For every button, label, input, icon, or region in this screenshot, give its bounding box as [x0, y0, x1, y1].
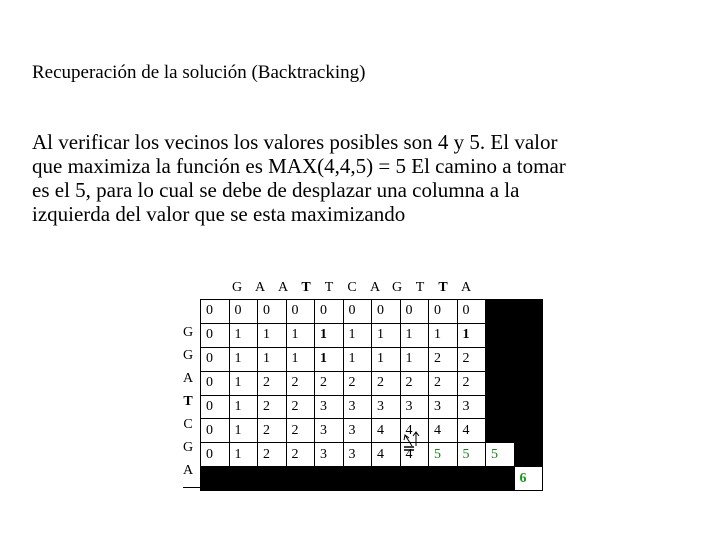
matrix-cell: 0 [286, 300, 315, 324]
matrix-cell: 0 [201, 371, 230, 395]
row-label: T [183, 394, 193, 409]
column-header: T [324, 280, 334, 295]
filled-cell [486, 419, 515, 443]
filled-cell [486, 347, 515, 371]
matrix-cell: 2 [315, 371, 344, 395]
matrix-cell: 2 [372, 371, 401, 395]
matrix-cell: 0 [229, 300, 258, 324]
column-header: T [301, 280, 311, 295]
matrix-cell: 1 [229, 371, 258, 395]
matrix-cell: 1 [229, 419, 258, 443]
matrix-cell: 4 [429, 419, 458, 443]
column-header: A [254, 280, 266, 295]
matrix-cell: 2 [258, 395, 287, 419]
matrix-cell: 0 [201, 395, 230, 419]
path-cell: 5 [429, 443, 458, 467]
column-header: A [460, 280, 472, 295]
matrix-cell: 0 [201, 443, 230, 467]
explanation-paragraph [32, 130, 682, 226]
matrix-cell: 3 [343, 443, 372, 467]
matrix-cell: 2 [286, 371, 315, 395]
backtrack-arrows [385, 418, 445, 468]
matrix-cell: 1 [457, 323, 486, 347]
matrix-cell: 2 [286, 395, 315, 419]
matrix-cell: 2 [258, 371, 287, 395]
matrix-row [201, 371, 543, 395]
final-score-cell: 6 [514, 467, 543, 491]
matrix-cell: 2 [429, 371, 458, 395]
matrix-cell: 2 [286, 443, 315, 467]
matrix-cell: 1 [315, 323, 344, 347]
matrix-cell: 2 [429, 347, 458, 371]
matrix-cell: 1 [372, 347, 401, 371]
matrix-cell: 1 [372, 323, 401, 347]
path-cell: 5 [486, 443, 515, 467]
matrix-cell: 4 [400, 443, 429, 467]
matrix-cell: 3 [400, 395, 429, 419]
matrix-cell: 0 [372, 300, 401, 324]
matrix-cell: 0 [315, 300, 344, 324]
arrow-diagonal [405, 435, 412, 446]
matrix-cell: 2 [457, 371, 486, 395]
filled-cell [486, 395, 515, 419]
matrix-cell: 1 [229, 443, 258, 467]
matrix-cell: 2 [343, 371, 372, 395]
matrix-cell: 2 [258, 419, 287, 443]
matrix-cell: 0 [457, 300, 486, 324]
row-label: C [183, 417, 193, 432]
paragraph-line: que maximiza la función es MAX(4,4,5) = 5 El camino a tomar [32, 154, 566, 178]
matrix-cell: 1 [429, 323, 458, 347]
matrix-cell: 0 [201, 300, 230, 324]
matrix-cell: 3 [457, 395, 486, 419]
filled-cell [514, 347, 543, 371]
matrix-cell: 2 [457, 347, 486, 371]
filled-cell [514, 323, 543, 347]
matrix-cell: 0 [429, 300, 458, 324]
matrix-cell: 2 [286, 419, 315, 443]
paragraph-line: izquierda del valor que se esta maximizando [32, 202, 406, 226]
matrix-cell: 1 [229, 347, 258, 371]
column-header: A [277, 280, 289, 295]
matrix-cell: 3 [315, 419, 344, 443]
column-header: G [391, 280, 403, 295]
slide-title: Recuperación de la solución (Backtracking) [32, 62, 366, 83]
filled-cell [486, 300, 515, 324]
row-label: G [182, 325, 194, 340]
row-label: A [182, 463, 194, 478]
matrix-cell: 1 [229, 323, 258, 347]
paragraph-line: Al verificar los vecinos los valores posibles son 4 y 5. El valor [32, 130, 558, 154]
filled-cell [514, 300, 543, 324]
filled-cell [486, 323, 515, 347]
matrix-cell: 3 [315, 443, 344, 467]
matrix-cell: 3 [315, 395, 344, 419]
column-header: A [369, 280, 381, 295]
matrix-cell: 1 [400, 347, 429, 371]
matrix-row [201, 395, 543, 419]
matrix-cell: 4 [372, 443, 401, 467]
matrix-cell: 1 [258, 347, 287, 371]
dp-matrix [200, 299, 543, 491]
column-header: G [231, 280, 243, 295]
matrix-row [201, 443, 543, 467]
matrix-cell: 1 [400, 323, 429, 347]
matrix-cell: 3 [372, 395, 401, 419]
matrix-row [201, 347, 543, 371]
matrix-cell: 1 [343, 347, 372, 371]
row-label: G [182, 440, 194, 455]
matrix-cell: 4 [400, 419, 429, 443]
column-header: T [415, 280, 425, 295]
column-header: C [347, 280, 357, 295]
matrix-cell: 0 [201, 347, 230, 371]
filled-cell [486, 467, 515, 491]
matrix-cell: 1 [229, 395, 258, 419]
matrix-cell: 0 [343, 300, 372, 324]
matrix-cell: 1 [286, 323, 315, 347]
matrix-row [201, 300, 543, 324]
matrix-cell: 4 [457, 419, 486, 443]
matrix-cell: 2 [258, 443, 287, 467]
paragraph-line: es el 5, para lo cual se debe de desplazar una columna a la [32, 178, 520, 202]
matrix-cell: 3 [343, 395, 372, 419]
column-header: T [438, 280, 448, 295]
matrix-cell: 0 [201, 323, 230, 347]
filled-cell [514, 395, 543, 419]
filled-cell [486, 371, 515, 395]
path-cell: 5 [457, 443, 486, 467]
matrix-baseline [183, 487, 481, 488]
matrix-cell: 0 [400, 300, 429, 324]
filled-cell [514, 419, 543, 443]
matrix-cell: 3 [343, 419, 372, 443]
matrix-cell: 2 [400, 371, 429, 395]
matrix-cell: 3 [429, 395, 458, 419]
filled-cell [514, 371, 543, 395]
matrix-cell: 0 [201, 419, 230, 443]
matrix-row [201, 419, 543, 443]
row-label: A [182, 371, 194, 386]
matrix-cell: 0 [258, 300, 287, 324]
matrix-cell: 1 [258, 323, 287, 347]
matrix-row [201, 323, 543, 347]
matrix-cell: 1 [315, 347, 344, 371]
matrix-cell: 4 [372, 419, 401, 443]
row-label: G [182, 348, 194, 363]
matrix-cell: 1 [343, 323, 372, 347]
matrix-cell: 1 [286, 347, 315, 371]
filled-cell [514, 443, 543, 467]
